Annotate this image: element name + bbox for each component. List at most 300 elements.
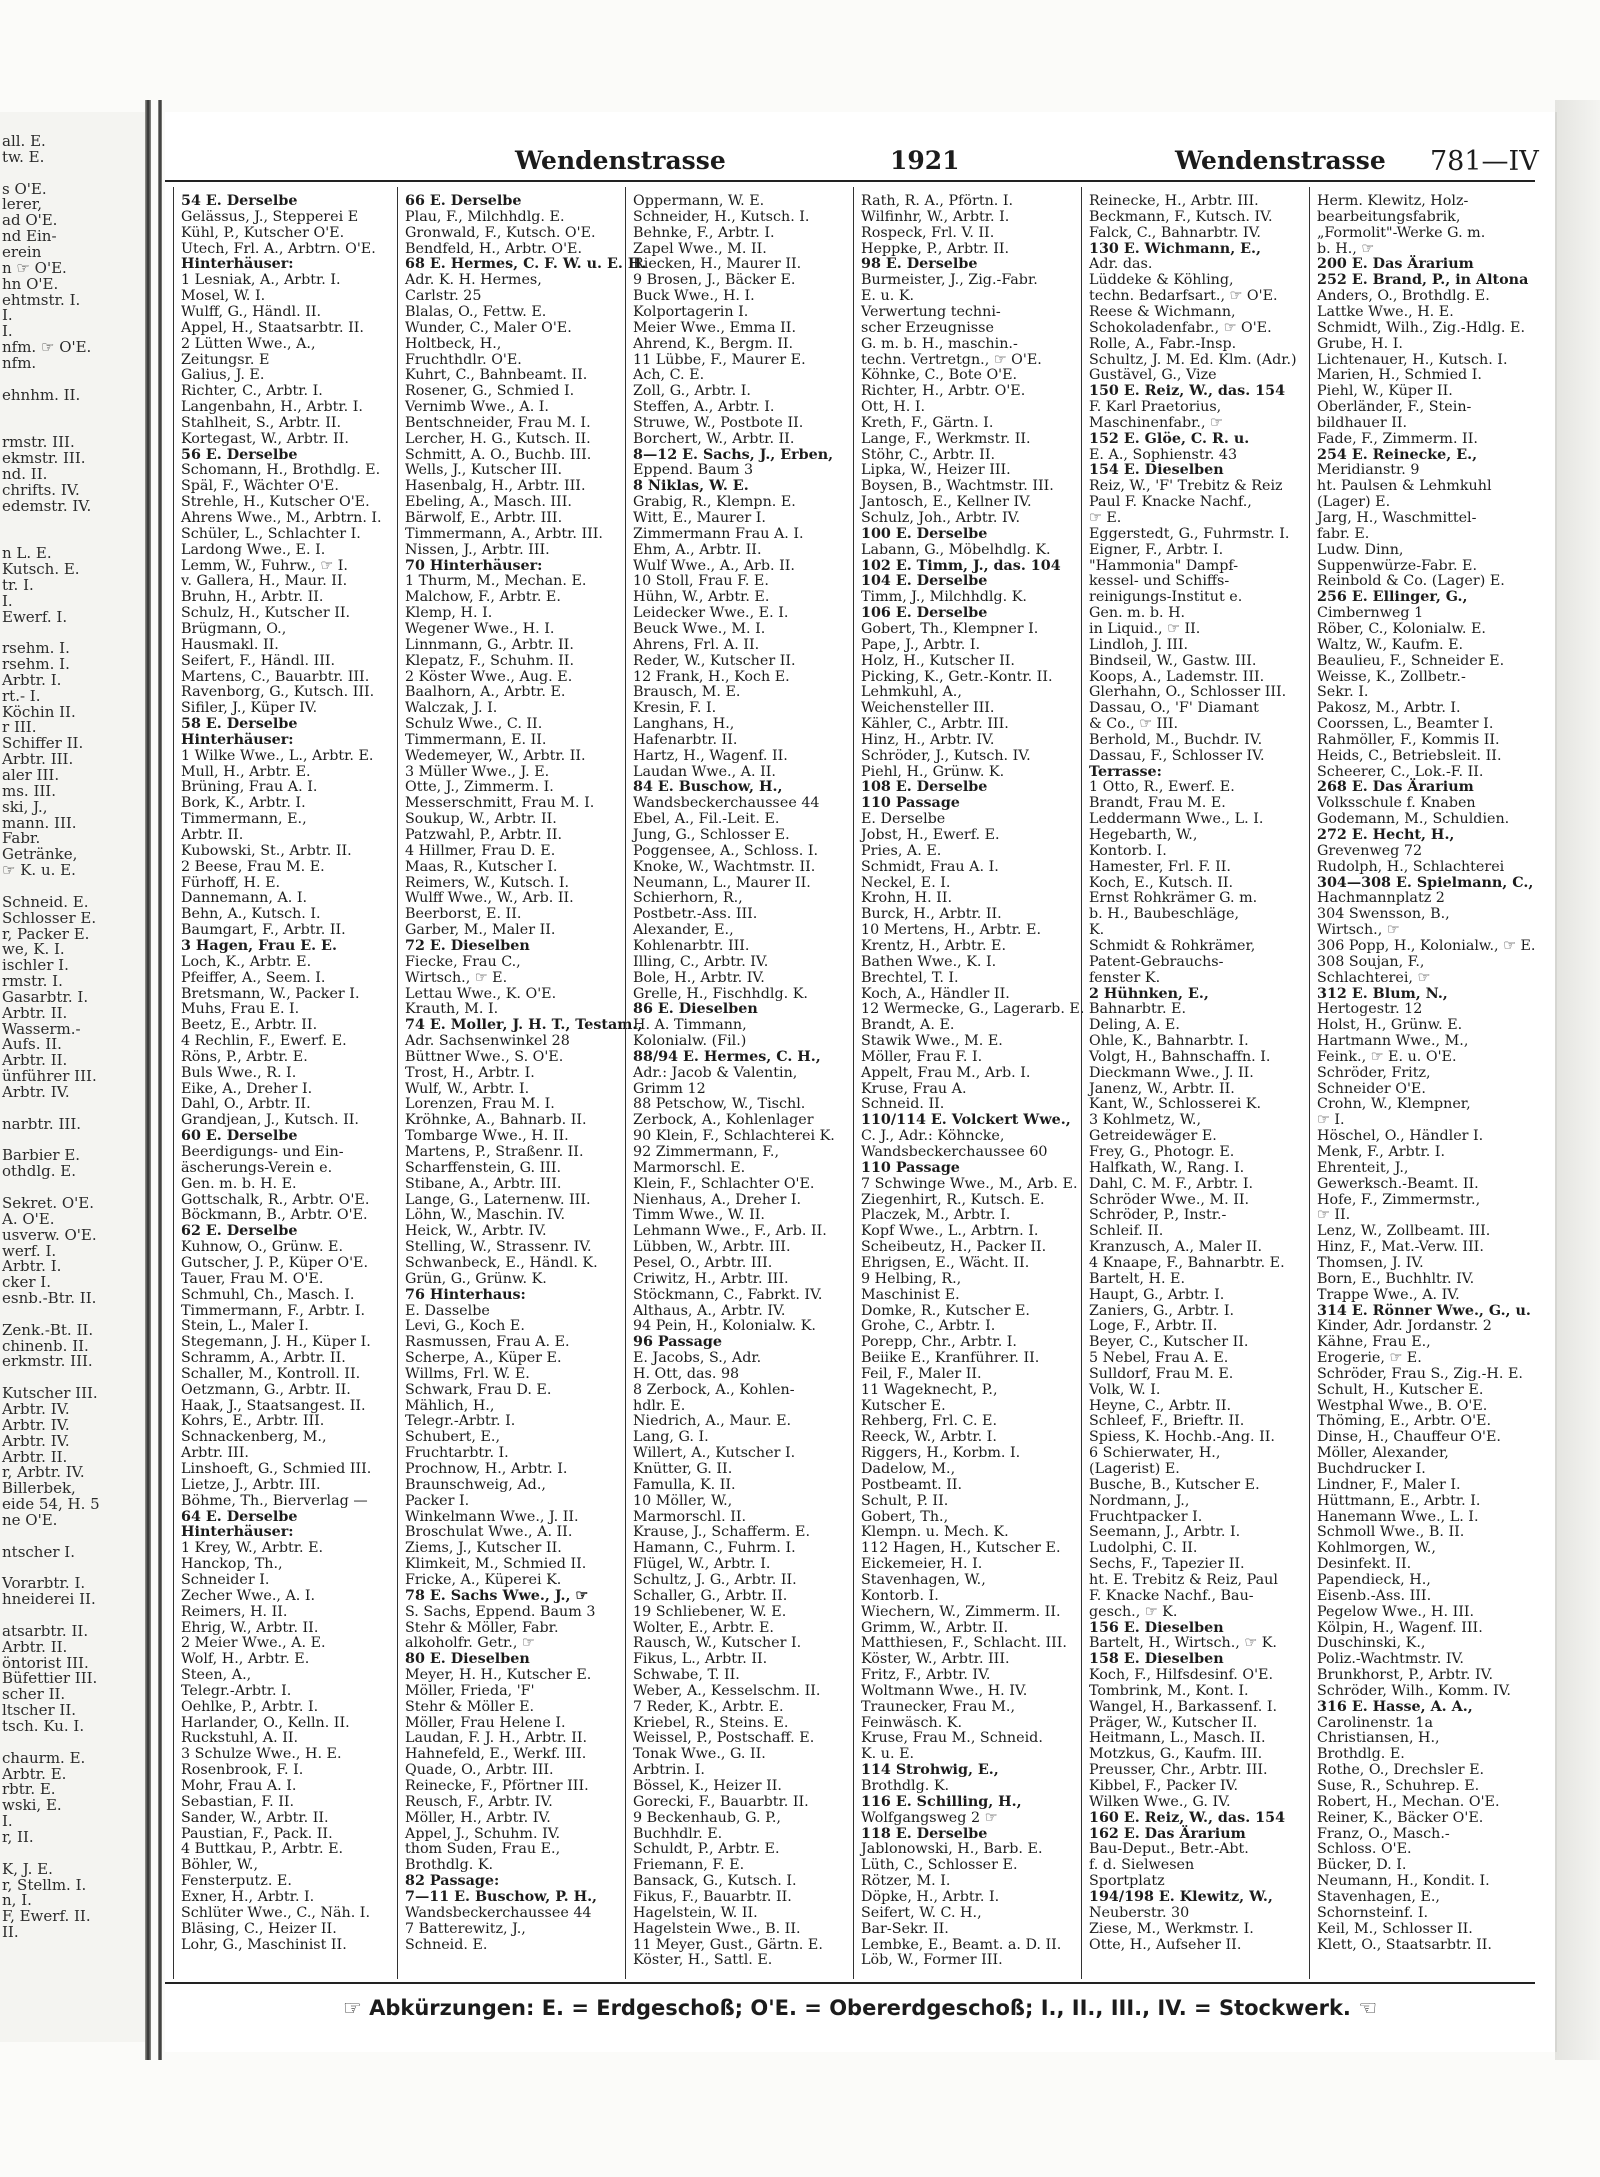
directory-entry: Patent-Gebrauchs- <box>1089 953 1224 970</box>
directory-entry: Christiansen, H., <box>1317 1730 1440 1747</box>
previous-page-fragment: n L. E. <box>2 544 52 563</box>
directory-entry: Knütter, G. II. <box>633 1461 733 1477</box>
directory-entry: 2 Köster Wwe., Aug. E. <box>405 668 573 685</box>
directory-entry: Waltz, W., Kaufm. E. <box>1317 636 1464 653</box>
directory-entry: Wolter, E., Arbtr. E. <box>633 1619 774 1636</box>
directory-entry: Garber, M., Maler II. <box>405 922 556 939</box>
column-divider <box>1309 187 1310 1979</box>
directory-entry: Suppenwürze-Fabr. E. <box>1317 557 1478 574</box>
directory-entry: Hasenbalg, H., Arbtr. III. <box>405 478 586 495</box>
directory-entry: Adr. Sachsenwinkel 28 <box>405 1033 570 1050</box>
directory-entry: Bendfeld, H., Arbtr. O'E. <box>405 240 583 257</box>
directory-entry: 304—308 E. Spielmann, C., <box>1317 874 1534 891</box>
previous-page-fragment: n ☞ O'E. <box>2 258 67 277</box>
directory-entry: Dinse, H., Chauffeur O'E. <box>1317 1429 1501 1446</box>
directory-entry: 110 Passage <box>861 795 960 812</box>
directory-entry: Ehm, A., Arbtr. II. <box>633 541 762 558</box>
directory-entry: 68 E. Hermes, C. F. W. u. E. H. <box>405 256 647 273</box>
previous-page-fragment: r, Arbtr. IV. <box>2 1463 85 1482</box>
directory-entry: Beiike E., Kranführer. II. <box>861 1350 1040 1367</box>
directory-entry: Buchhdlr. E. <box>633 1825 723 1842</box>
directory-entry: Schröder Wwe., M. II. <box>1089 1191 1250 1208</box>
directory-entry: Weber, A., Kesselschm. II. <box>633 1682 821 1699</box>
previous-page-fragment: nd. II. <box>2 464 48 483</box>
directory-entry: Althaus, A., Arbtr. IV. <box>633 1302 786 1319</box>
directory-entry: Busche, B., Kutscher E. <box>1089 1476 1260 1493</box>
directory-entry: 88/94 E. Hermes, C. H., <box>633 1048 821 1065</box>
directory-entry: Ziegenhirt, R., Kutsch. E. <box>861 1191 1045 1208</box>
directory-entry: Kriebel, R., Steins. E. <box>633 1714 789 1731</box>
directory-entry: b. H., ☞ <box>1317 240 1375 257</box>
column-divider <box>1081 187 1082 1979</box>
previous-page-fragment: tsch. Ku. I. <box>2 1717 85 1735</box>
directory-entry: Gewerksch.-Beamt. II. <box>1317 1175 1479 1192</box>
previous-page-fragment: mann. III. <box>2 813 77 832</box>
directory-entry: Poggensee, A., Schloss. I. <box>633 842 819 859</box>
previous-page-fragment: rbtr. E. <box>2 1780 56 1799</box>
directory-entry: 11 Meyer, Gust., Gärtn. E. <box>633 1936 823 1953</box>
directory-entry: Timmermann, A., Arbtr. III. <box>405 525 603 542</box>
directory-entry: Rath, R. A., Pförtn. I. <box>861 193 1014 209</box>
directory-entry: kessel- und Schiffs- <box>1089 573 1230 590</box>
directory-entry: 1 Krey, W., Arbtr. E. <box>181 1540 324 1557</box>
previous-page-fragment: A. O'E. <box>2 1209 55 1228</box>
directory-entry: Witt, E., Maurer I. <box>633 510 766 526</box>
directory-entry: 84 E. Buschow, H., <box>633 779 783 796</box>
directory-entry: Postbeamt. II. <box>861 1476 963 1493</box>
directory-entry: 9 Beckenhaub, G. P., <box>633 1809 781 1826</box>
directory-entry: Wirtsch., ☞ <box>1317 922 1400 939</box>
directory-entry: Schierhorn, R., <box>633 890 743 907</box>
directory-entry: Ziese, M., Werkmstr. I. <box>1089 1920 1254 1937</box>
previous-page-fragment: rsehm. I. <box>2 639 70 658</box>
directory-entry: Gustävel, G., Vize <box>1089 367 1217 384</box>
directory-entry: Eike, A., Dreher I. <box>181 1080 313 1097</box>
directory-entry: Rolle, A., Fabr.-Insp. <box>1089 335 1237 352</box>
directory-entry: Godemann, M., Schuldien. <box>1317 811 1510 828</box>
directory-entry: 92 Zimmermann, F., <box>633 1144 780 1160</box>
directory-entry: äscherungs-Verein e. <box>181 1159 333 1176</box>
directory-entry: Klemp, H. I. <box>405 605 493 622</box>
directory-entry: Bansack, G., Kutsch. I. <box>633 1873 797 1890</box>
directory-entry: Zecher Wwe., A. I. <box>181 1587 316 1604</box>
directory-entry: 58 E. Derselbe <box>181 716 298 733</box>
directory-entry: Ludolphi, C. II. <box>1089 1540 1198 1557</box>
column-divider <box>853 187 854 1979</box>
directory-entry: (Lager) E. <box>1317 494 1391 511</box>
directory-entry: Hinterhäuser: <box>181 731 294 748</box>
directory-entry: Kresin, F. I. <box>633 700 717 717</box>
directory-entry: techn. Bedarfsart., ☞ O'E. <box>1089 288 1278 305</box>
previous-page-fragment: erkmstr. III. <box>2 1352 93 1371</box>
directory-entry: Schmuhl, Ch., Masch. I. <box>181 1286 355 1303</box>
directory-entry: 304 Swensson, B., <box>1317 906 1450 923</box>
directory-entry: Hagelstein Wwe., B. II. <box>633 1920 801 1937</box>
previous-page-fragment: II. <box>2 1923 19 1942</box>
directory-entry: 118 E. Derselbe <box>861 1825 988 1842</box>
directory-entry: Thöming, E., Arbtr. O'E. <box>1317 1413 1492 1430</box>
directory-entry: Kohrs, E., Arbtr. III. <box>181 1413 325 1430</box>
directory-entry: Böhme, Th., Bierverlag — <box>181 1492 368 1509</box>
directory-entry: Reinbold & Co. (Lager) E. <box>1317 573 1505 590</box>
directory-entry: Born, E., Buchhltr. IV. <box>1317 1270 1475 1287</box>
directory-entry: Marmorschl. II. <box>633 1508 747 1525</box>
directory-entry: Schaller, G., Arbtr. II. <box>633 1587 788 1604</box>
directory-entry: Zeitungsr. E <box>181 351 270 368</box>
directory-entry: Scheerer, C., Lok.-F. II. <box>1317 763 1484 780</box>
directory-entry: Burck, H., Arbtr. II. <box>861 906 1002 923</box>
directory-entry: Stehr & Möller, Fabr. <box>405 1619 559 1636</box>
previous-page-fragment: eide 54, H. 5 <box>2 1495 100 1514</box>
directory-entry: Stawik Wwe., M. E. <box>861 1033 1003 1050</box>
directory-entry: Feinwäsch. K. <box>861 1714 963 1731</box>
directory-entry: F. Knacke Nachf., Bau- <box>1089 1587 1254 1604</box>
previous-page-fragment: r, Packer E. <box>2 924 90 943</box>
directory-entry: Hausmakl. II. <box>181 636 279 653</box>
directory-entry: Hertogestr. 12 <box>1317 1001 1423 1018</box>
directory-entry: Schult, H., Kutscher E. <box>1317 1381 1484 1398</box>
directory-entry: Bruhn, H., Arbtr. II. <box>181 589 324 606</box>
directory-entry: C. J., Adr.: Köhncke, <box>861 1128 1005 1145</box>
directory-entry: Lenz, W., Zollbeamt. III. <box>1317 1223 1491 1240</box>
directory-entry: Porepp, Chr., Arbtr. I. <box>861 1334 1017 1351</box>
directory-entry: Labann, G., Möbelhdlg. K. <box>861 541 1051 558</box>
previous-page-fragment: ski, J., <box>2 797 48 816</box>
directory-entry: Messerschmitt, Frau M. I. <box>405 795 595 812</box>
directory-entry: Poliz.-Wachtmstr. IV. <box>1317 1651 1464 1668</box>
directory-entry: Klepatz, F., Schuhm. II. <box>405 652 574 669</box>
directory-entry: reinigungs-Institut e. <box>1089 589 1243 606</box>
directory-entry: Bartelt, H. E. <box>1089 1270 1186 1287</box>
directory-entry: 256 E. Ellinger, G., <box>1317 589 1468 606</box>
previous-page-fragment: ischler I. <box>2 956 69 975</box>
previous-page-fragment: aler III. <box>2 766 60 784</box>
directory-entry: Kuhrt, C., Bahnbeamt. II. <box>405 367 588 384</box>
directory-entry: Preusser, Chr., Arbtr. III. <box>1089 1762 1268 1779</box>
directory-entry: Meier Wwe., Emma II. <box>633 319 796 336</box>
directory-entry: Timm, J., Milchhdlg. K. <box>861 589 1027 606</box>
previous-page-fragment: Kutsch. E. <box>2 559 80 578</box>
directory-entry: 78 E. Sachs Wwe., J., ☞ <box>405 1587 589 1604</box>
directory-entry: Scherpe, A., Küper E. <box>405 1350 562 1367</box>
directory-entry: Neumann, H., Kondit. I. <box>1317 1873 1490 1890</box>
directory-entry: 4 Buttkau, P., Arbtr. E. <box>181 1841 344 1858</box>
directory-entry: Borchert, W., Arbtr. II. <box>633 430 795 447</box>
directory-entry: Schröder, Frau S., Zig.-H. E. <box>1317 1365 1523 1382</box>
directory-entry: Schwanbeck, E., Händl. K. <box>405 1254 598 1271</box>
directory-entry: Schneider O'E. <box>1317 1080 1426 1097</box>
previous-page-fragment: Billerbek, <box>2 1479 76 1498</box>
directory-entry: Lorenzen, Frau M. I. <box>405 1096 555 1113</box>
directory-entry: Höschel, O., Händler I. <box>1317 1128 1484 1145</box>
directory-entry: Feil, F., Maler II. <box>861 1365 982 1382</box>
directory-entry: Piehl, W., Küper II. <box>1317 383 1453 400</box>
directory-entry: Oetzmann, G., Arbtr. II. <box>181 1381 351 1398</box>
directory-entry: Appel, J., Schuhm. IV. <box>405 1825 561 1842</box>
running-header-street-left: Wendenstrasse <box>515 146 726 175</box>
directory-entry: Sekr. I. <box>1317 684 1369 701</box>
directory-entry: v. Gallera, H., Maur. II. <box>181 573 348 590</box>
directory-entry: Behnke, F., Arbtr. I. <box>633 224 775 241</box>
directory-entry: Schneider, H., Kutsch. I. <box>633 208 810 225</box>
column-6 <box>1313 194 1535 1974</box>
directory-entry: Exner, H., Arbtr. I. <box>181 1888 315 1905</box>
previous-page-fragment: tw. E. <box>2 147 45 166</box>
directory-entry: Broschulat Wwe., A. II. <box>405 1524 573 1541</box>
directory-entry: Appel, H., Staatsarbtr. II. <box>181 319 364 336</box>
previous-page-fragment: othdlg. E. <box>2 1162 76 1181</box>
directory-entry: Terrasse: <box>1089 763 1162 780</box>
directory-entry: 7 Batterewitz, J., <box>405 1920 526 1937</box>
directory-entry: Brothdlg. K. <box>861 1778 950 1794</box>
directory-entry: Criwitz, H., Arbtr. III. <box>633 1270 789 1287</box>
directory-entry: 3 Kohlmetz, W., <box>1089 1112 1201 1129</box>
directory-entry: Halfkath, W., Rang. I. <box>1089 1159 1245 1176</box>
directory-entry: Rosener, G., Schmied I. <box>405 383 575 400</box>
directory-entry: K. <box>1089 922 1105 939</box>
directory-entry: Oppermann, W. E. <box>633 193 765 209</box>
directory-entry: 316 E. Hasse, A. A., <box>1317 1698 1473 1715</box>
directory-entry: Schulz, H., Kutscher II. <box>181 605 351 622</box>
column-3 <box>629 194 851 1974</box>
directory-entry: Stibane, A., Arbtr. III. <box>405 1175 562 1192</box>
directory-entry: Holtbeck, H., <box>405 335 502 352</box>
directory-entry: Linshoeft, G., Schmied III. <box>181 1461 372 1477</box>
previous-page-fragment: Arbtr. II. <box>2 1003 68 1022</box>
directory-entry: H. Ott, das. 98 <box>633 1365 740 1382</box>
directory-entry: Knoke, W., Wachtmstr. II. <box>633 858 816 875</box>
directory-entry: Crohn, W., Klempner, <box>1317 1096 1471 1113</box>
directory-entry: Martens, C., Bauarbtr. III. <box>181 668 370 685</box>
directory-entry: Jarg, H., Waschmittel- <box>1317 510 1477 526</box>
directory-entry: Kröhnke, A., Bahnarb. II. <box>405 1112 587 1129</box>
directory-entry: Hagelstein, W. II. <box>633 1904 758 1921</box>
previous-page-fragment: I. <box>2 306 13 325</box>
directory-entry: Schüler, L., Schlachter I. <box>181 525 361 542</box>
directory-entry: Malchow, F., Arbtr. E. <box>405 589 561 606</box>
previous-page-fragment: cker I. <box>2 1273 51 1292</box>
directory-entry: Telegr.-Arbtr. I. <box>181 1682 292 1699</box>
directory-entry: K. u. E. <box>861 1746 915 1763</box>
previous-page-fragment: tr. I. <box>2 575 34 594</box>
directory-entry: ht. Paulsen & Lehmkuhl <box>1317 478 1492 495</box>
directory-entry: Wulf, W., Arbtr. I. <box>405 1080 530 1097</box>
directory-entry: Tonak Wwe., G. II. <box>633 1746 766 1763</box>
directory-entry: Beaulieu, F., Schneider E. <box>1317 652 1505 669</box>
directory-entry: E. Jacobs, S., Adr. <box>633 1350 762 1367</box>
directory-entry: 8—12 E. Sachs, J., Erben, <box>633 446 834 463</box>
directory-entry: Kühl, P., Kutscher O'E. <box>181 224 345 241</box>
directory-entry: b. H., Baubeschläge, <box>1089 906 1239 923</box>
directory-entry: Dadelow, M., <box>861 1461 956 1477</box>
directory-entry: Adr. das. <box>1089 256 1153 273</box>
abbreviations-footer: ☞ Abkürzungen: E. = Erdgeschoß; O'E. = Obererdgeschoß; I., II., III., IV. = Stockwerk. ☜ <box>342 1996 1378 2020</box>
directory-entry: Mählich, H., <box>405 1397 495 1414</box>
directory-entry: Büttner Wwe., S. O'E. <box>405 1048 564 1065</box>
directory-entry: Lercher, H. G., Kutsch. II. <box>405 430 591 447</box>
directory-page <box>165 112 1555 2052</box>
directory-entry: Kontorb. I. <box>1089 842 1167 859</box>
directory-entry: 3 Hagen, Frau E. E. <box>181 937 337 954</box>
directory-entry: Wulff, G., Händl. II. <box>181 303 322 320</box>
directory-entry: Thomsen, J. IV. <box>1317 1254 1424 1271</box>
directory-entry: Meridianstr. 9 <box>1317 462 1420 479</box>
directory-entry: Löhn, W., Maschin. IV. <box>405 1207 566 1224</box>
directory-entry: Stegemann, J. H., Küper I. <box>181 1334 371 1351</box>
previous-page-fragment: Arbtr. II. <box>2 1051 68 1070</box>
directory-entry: Seifert, W. C. H., <box>861 1904 982 1921</box>
directory-entry: Jobst, H., Ewerf. E. <box>861 827 1000 843</box>
directory-entry: Feink., ☞ E. u. O'E. <box>1317 1048 1457 1065</box>
directory-entry: 12 Frank, H., Koch E. <box>633 668 790 685</box>
directory-entry: Trost, H., Arbtr. I. <box>405 1064 535 1081</box>
directory-entry: Lehmkuhl, A., <box>861 684 962 701</box>
previous-page-fragment: ekmstr. III. <box>2 449 86 467</box>
directory-entry: Sifiler, J., Küper IV. <box>181 700 318 717</box>
directory-entry: Timmermann, E., <box>181 811 307 828</box>
directory-entry: Buck Wwe., H. I. <box>633 288 755 305</box>
directory-entry: Sebastian, F. II. <box>181 1793 295 1810</box>
directory-entry: Mull, H., Arbtr. E. <box>181 763 311 780</box>
directory-entry: Deling, A. E. <box>1089 1017 1180 1034</box>
directory-entry: Matthiesen, F., Schlacht. III. <box>861 1635 1067 1652</box>
previous-page-fragment: Vorarbtr. I. <box>2 1574 86 1593</box>
directory-entry: Reeck, W., Arbtr. I. <box>861 1429 997 1446</box>
directory-entry: Volgt, H., Bahnschaffn. I. <box>1089 1048 1271 1065</box>
directory-entry: Kolonialw. (Fil.) <box>633 1033 747 1050</box>
directory-entry: Gelässus, J., Stepperei E <box>181 208 359 225</box>
directory-entry: Beyer, C., Kutscher II. <box>1089 1334 1249 1351</box>
directory-entry: Meyer, H. H., Kutscher E. <box>405 1667 592 1684</box>
directory-entry: Verwertung techni- <box>861 303 1001 320</box>
directory-entry: Laudan Wwe., A. II. <box>633 763 776 780</box>
directory-entry: Rothe, O., Drechsler E. <box>1317 1762 1485 1779</box>
directory-entry: Hachmannplatz 2 <box>1317 890 1445 907</box>
previous-page-fragment: s O'E. <box>2 179 47 198</box>
previous-page-fragment: r III. <box>2 718 37 737</box>
page-fold-shadow <box>145 100 151 2060</box>
directory-entry: Volk, W. I. <box>1089 1381 1161 1398</box>
directory-entry: ☞ E. <box>1089 510 1122 526</box>
directory-entry: 2 Beese, Frau M. E. <box>181 858 325 875</box>
directory-entry: 10 Stoll, Frau F. E. <box>633 573 769 590</box>
directory-entry: Pfeiffer, A., Seem. I. <box>181 969 326 986</box>
column-divider <box>173 187 174 1979</box>
previous-page-fragment: Arbtr. II. <box>2 1637 68 1656</box>
directory-entry: 3 Schulze Wwe., H. E. <box>181 1746 342 1763</box>
directory-entry: Heids, C., Betriebsleit. II. <box>1317 747 1502 764</box>
directory-entry: Wolfgangsweg 2 ☞ <box>861 1809 998 1826</box>
previous-page-fragment: nfm. ☞ O'E. <box>2 338 92 357</box>
directory-entry: Fruchtarbtr. I. <box>405 1445 509 1462</box>
directory-entry: 72 E. Dieselben <box>405 937 530 954</box>
directory-entry: Stelling, W., Strassenr. IV. <box>405 1239 592 1256</box>
previous-page-fragment: Kutscher III. <box>2 1384 98 1403</box>
directory-entry: Jung, G., Schlosser E. <box>633 827 790 843</box>
directory-entry: Placzek, M., Arbtr. I. <box>861 1207 1011 1224</box>
directory-entry: Ernst Rohkrämer G. m. <box>1089 890 1258 907</box>
directory-entry: 106 E. Derselbe <box>861 605 988 622</box>
directory-entry: Kruse, Frau A. <box>861 1080 967 1097</box>
directory-entry: Fruchtpacker I. <box>1089 1508 1203 1525</box>
directory-entry: Reiz, W., 'F' Trebitz & Reiz <box>1089 478 1283 495</box>
directory-entry: Paul F. Knacke Nachf., <box>1089 494 1252 511</box>
directory-entry: Neumann, L., Maurer II. <box>633 874 811 891</box>
directory-entry: 112 Hagen, H., Kutscher E. <box>861 1540 1061 1557</box>
directory-entry: Desinfekt. II. <box>1317 1556 1412 1573</box>
directory-entry: Bathen Wwe., K. I. <box>861 953 997 970</box>
directory-entry: Schlachterei, ☞ <box>1317 969 1431 986</box>
directory-entry: Bentschneider, Frau M. I. <box>405 414 591 431</box>
directory-entry: Beetz, E., Arbtr. II. <box>181 1017 318 1034</box>
directory-entry: Hinz, H., Arbtr. IV. <box>861 731 995 748</box>
directory-entry: Gorecki, F., Bauarbtr. II. <box>633 1793 809 1810</box>
directory-entry: Reiner, K., Bäcker O'E. <box>1317 1809 1484 1826</box>
directory-entry: 6 Schierwater, H., <box>1089 1445 1221 1462</box>
directory-entry: Kruse, Frau M., Schneid. <box>861 1730 1043 1747</box>
directory-entry: 70 Hinterhäuser: <box>405 557 543 574</box>
directory-entry: Döpke, H., Arbtr. I. <box>861 1888 1000 1905</box>
previous-page-fragment: scher II. <box>2 1685 66 1704</box>
directory-entry: Lindner, F., Maler I. <box>1317 1476 1461 1493</box>
directory-entry: Rosenbrook, F. I. <box>181 1762 304 1779</box>
directory-entry: Jantosch, E., Kellner IV. <box>861 494 1032 511</box>
column-2 <box>401 193 647 1974</box>
directory-entry: Schulz, Joh., Arbtr. IV. <box>861 510 1021 526</box>
directory-entry: 108 E. Derselbe <box>861 779 988 796</box>
directory-entry: Carolinenstr. 1a <box>1317 1714 1433 1731</box>
directory-entry: Braunschweig, Ad., <box>405 1476 546 1493</box>
previous-page-fragment: rmstr. I. <box>2 972 63 991</box>
directory-entry: Zerbock, A., Kohlenlager <box>633 1112 814 1129</box>
previous-page-fragment: Arbtr. I. <box>2 1257 62 1276</box>
directory-entry: Dahl, O., Arbtr. II. <box>181 1096 311 1113</box>
column-5 <box>1085 194 1307 1974</box>
directory-entry: Scheibeutz, H., Packer II. <box>861 1239 1047 1256</box>
directory-entry: Behn, A., Kutsch. I. <box>181 906 321 923</box>
directory-entry: Haak, J., Staatsangest. II. <box>181 1397 366 1414</box>
directory-entry: Tauer, Frau M. O'E. <box>181 1270 324 1287</box>
directory-entry: Präger, W., Kutscher II. <box>1089 1714 1258 1731</box>
previous-page-fragment: Aufs. II. <box>2 1035 62 1054</box>
directory-entry: Steffen, A., Arbtr. I. <box>633 399 775 416</box>
directory-entry: Krauth, M. I. <box>405 1001 499 1018</box>
directory-entry: 4 Rechlin, F., Ewerf. E. <box>181 1033 347 1050</box>
directory-entry: Rudolph, H., Schlachterei <box>1317 858 1505 875</box>
previous-page-fragment: rsehm. I. <box>2 655 70 674</box>
directory-entry: Neckel, E. I. <box>861 874 951 891</box>
directory-entry: „Formolit"-Werke G. m. <box>1317 224 1486 241</box>
directory-entry: Kinder, Adr. Jordanstr. 2 <box>1317 1318 1492 1335</box>
directory-entry: Grube, H. I. <box>1317 335 1403 352</box>
directory-entry: Hanckop, Th., <box>181 1556 283 1573</box>
directory-entry: Maschinenfabr., ☞ <box>1089 414 1223 431</box>
directory-entry: Kuhnow, O., Grünw. E. <box>181 1239 344 1256</box>
directory-entry: Kibbel, F., Packer IV. <box>1089 1778 1239 1794</box>
directory-entry: Richter, C., Arbtr. I. <box>181 383 323 400</box>
directory-entry: Leddermann Wwe., L. I. <box>1089 811 1264 828</box>
directory-entry: H. A. Timmann, <box>633 1017 747 1034</box>
directory-entry: Bole, H., Arbtr. IV. <box>633 969 765 986</box>
directory-entry: Harlander, O., Kelln. II. <box>181 1714 350 1731</box>
directory-entry: 74 E. Moller, J. H. T., Testam., <box>405 1017 643 1034</box>
directory-entry: Packer I. <box>405 1492 470 1509</box>
directory-entry: scher Erzeugnisse <box>861 319 994 336</box>
directory-entry: Schmitt, A. O., Buchb. III. <box>405 446 592 463</box>
directory-entry: Galius, J. E. <box>181 367 265 384</box>
directory-entry: Quade, O., Arbtr. III. <box>405 1762 554 1779</box>
directory-entry: 10 Möller, W., <box>633 1492 733 1509</box>
